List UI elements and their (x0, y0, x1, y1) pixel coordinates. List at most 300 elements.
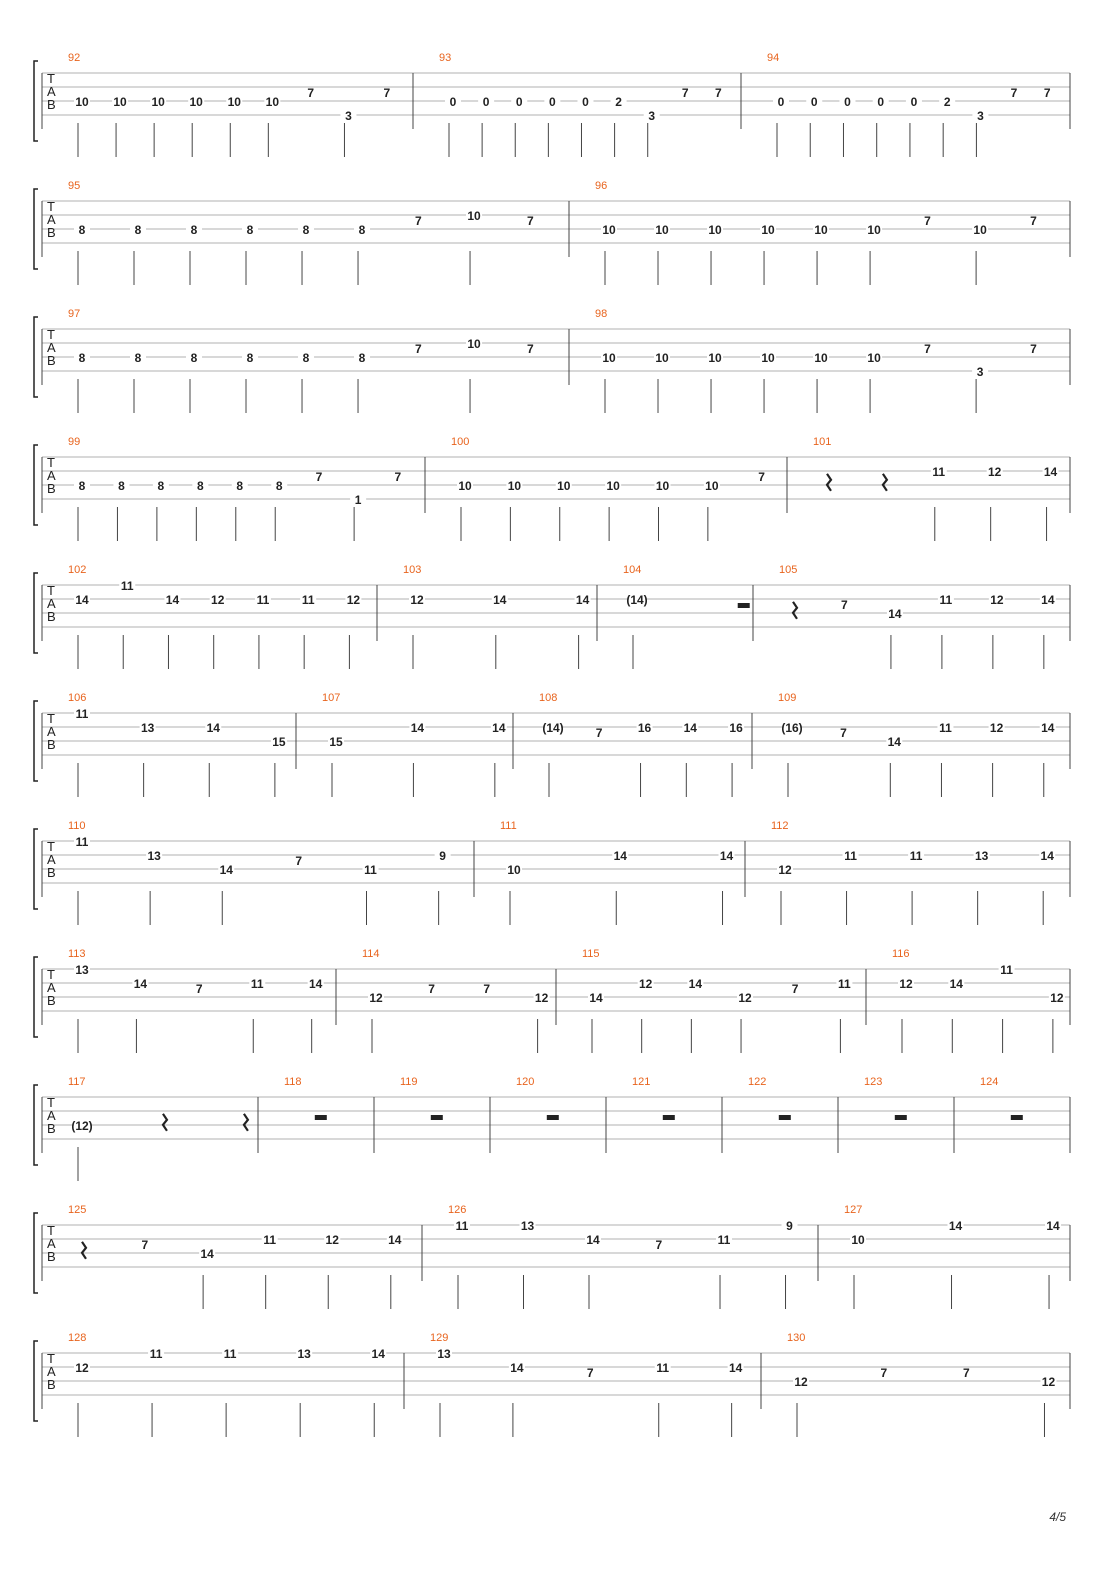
measure-number: 105 (779, 564, 798, 576)
fret-number: 3 (977, 109, 984, 123)
tab-note (146, 849, 162, 925)
tab-note (588, 991, 604, 1053)
tab-note (850, 1233, 866, 1309)
tab-note (906, 95, 922, 157)
tab-note (130, 223, 146, 285)
measure-number: 102 (68, 564, 87, 576)
fret-number: 8 (302, 351, 310, 365)
fret-number: 8 (134, 223, 142, 237)
measure (864, 1076, 907, 1120)
fret-number: 14 (206, 721, 220, 735)
tab-note (491, 721, 507, 797)
sixteenth-rest: 7 (962, 1366, 970, 1380)
tab-note (707, 351, 723, 413)
fret-number: 11 (1000, 963, 1013, 977)
tab-note (435, 849, 451, 925)
tab-note (509, 1361, 525, 1437)
tab-note (637, 721, 653, 797)
fret-number: 10 (113, 95, 127, 109)
measure (813, 436, 1059, 541)
fret-number: 10 (708, 351, 722, 365)
system-bracket (34, 189, 38, 269)
tab-note (520, 1219, 536, 1309)
measure (582, 948, 852, 1053)
fret-number: 14 (165, 593, 180, 607)
tab-note (74, 1361, 90, 1437)
fret-number: 8 (196, 479, 204, 493)
fret-number: 8 (78, 351, 86, 365)
eighth-rest: 7 (1010, 86, 1018, 100)
fret-number: 8 (236, 479, 244, 493)
fret-number: 14 (200, 1247, 214, 1261)
tab-clef-letter: B (47, 1249, 56, 1264)
fret-number: 12 (346, 593, 361, 607)
page-number: 4/5 (1049, 1510, 1066, 1524)
fret-number: 14 (613, 849, 627, 863)
tab-clef-letter: T (47, 967, 55, 982)
tab-note (218, 863, 234, 925)
fret-number: 10 (606, 479, 620, 493)
tab-note (511, 95, 527, 157)
tab-note (186, 223, 202, 285)
tab-note (898, 977, 914, 1053)
tab-clef-letter: T (47, 327, 55, 342)
tab-note (972, 109, 988, 157)
system-bracket (34, 317, 38, 397)
tab-note (148, 1347, 164, 1437)
tab-note (626, 593, 647, 669)
tab-system (34, 820, 1070, 925)
half-rest (663, 1115, 675, 1120)
tab-note (839, 95, 855, 157)
measure (362, 948, 550, 1053)
fret-number: 10 (602, 351, 616, 365)
eighth-rest: 7 (924, 214, 931, 228)
tab-clef-letter: B (47, 1377, 56, 1392)
tab-note (655, 1361, 671, 1437)
eighth-rest: 7 (383, 86, 391, 100)
measure-number: 98 (595, 308, 608, 320)
fret-number: 11 (838, 977, 851, 991)
measure (623, 564, 750, 669)
fret-number: 0 (810, 95, 818, 109)
tab-note (298, 351, 314, 413)
fret-number: 14 (1040, 849, 1054, 863)
measure (844, 1204, 1061, 1309)
fret-number: 0 (449, 95, 457, 109)
tab-clef-letter: B (47, 865, 56, 880)
tab-system (34, 1204, 1070, 1309)
tab-note (931, 465, 947, 541)
tab-clef-letter: A (47, 724, 56, 739)
eighth-rest: 7 (307, 86, 315, 100)
eighth-rest: 7 (840, 598, 848, 612)
tab-note (466, 337, 482, 413)
tab-note (1049, 991, 1065, 1053)
tab-clef-letter: T (47, 583, 55, 598)
measure (400, 1076, 443, 1120)
tab-clef-letter: A (47, 212, 56, 227)
fret-number: 13 (974, 849, 989, 863)
tab-clef-letter: B (47, 1121, 56, 1136)
measure-number: 109 (778, 692, 797, 704)
tab-note (1040, 721, 1056, 797)
tab-note (836, 977, 852, 1053)
fret-number: 14 (371, 1347, 385, 1361)
fret-number: 11 (909, 849, 923, 863)
tab-note (409, 721, 425, 797)
fret-number: 14 (888, 607, 902, 621)
sixteenth-rest: 7 (195, 982, 203, 996)
tab-note (74, 707, 90, 797)
fret-number: 10 (467, 337, 481, 351)
measure-number: 120 (516, 1076, 535, 1088)
fret-number: 10 (467, 209, 481, 223)
tab-note (199, 1247, 215, 1309)
fret-number: 10 (851, 1233, 865, 1247)
eighth-rest: 7 (527, 342, 534, 356)
tab-note (987, 465, 1003, 541)
eighth-rest: 7 (141, 1238, 149, 1252)
tab-note (130, 351, 146, 413)
fret-number: 10 (265, 95, 280, 109)
fret-number: 8 (246, 223, 254, 237)
fret-number: 11 (256, 593, 270, 607)
system-bracket (34, 957, 38, 1037)
measure (632, 1076, 675, 1120)
measure-number: 117 (68, 1076, 86, 1088)
fret-number: 10 (602, 223, 616, 237)
fret-number: 12 (1050, 991, 1064, 1005)
tab-note (74, 223, 90, 285)
tab-note (328, 735, 344, 797)
fret-number: 14 (492, 721, 506, 735)
tab-note (611, 95, 627, 157)
eighth-rest: 7 (1030, 214, 1037, 228)
fret-number: (14) (542, 721, 564, 735)
fret-number: 10 (655, 479, 670, 493)
fret-number: 8 (157, 479, 165, 493)
tab-system (34, 1332, 1070, 1437)
fret-number: 10 (814, 223, 828, 237)
tab-clef-letter: B (47, 225, 56, 240)
tab-note (654, 479, 670, 541)
measure-number: 123 (864, 1076, 883, 1088)
tab-clef-letter: T (47, 839, 55, 854)
measure (68, 948, 324, 1053)
tab-note (728, 721, 744, 797)
tab-note (363, 863, 379, 925)
tab-note (760, 351, 776, 413)
tab-clef-letter: B (47, 737, 56, 752)
measure-number: 97 (68, 308, 81, 320)
fret-number: 13 (140, 721, 155, 735)
tab-note (1045, 1219, 1061, 1309)
tab-note (1039, 849, 1055, 925)
system-bracket (34, 573, 38, 653)
fret-number: 12 (639, 977, 653, 991)
tab-note (806, 95, 822, 157)
tab-system (34, 52, 1070, 157)
fret-number: 12 (75, 1361, 89, 1375)
tab-note (454, 1219, 470, 1309)
eighth-rest: 7 (840, 726, 847, 740)
tab-note (556, 479, 572, 541)
tab-system (34, 1076, 1070, 1181)
measure (68, 1204, 403, 1309)
fret-number: (16) (781, 721, 803, 735)
eighth-rest: 7 (758, 470, 765, 484)
tab-note (112, 95, 128, 157)
system-bracket (34, 1341, 38, 1421)
tab-note (866, 351, 882, 413)
measure-number: 94 (767, 52, 780, 64)
measure (451, 436, 765, 541)
half-rest (547, 1115, 559, 1120)
tab-system (34, 692, 1070, 797)
eighth-rest: 7 (595, 726, 603, 740)
tab-note (368, 991, 384, 1053)
eighth-rest: 7 (880, 1366, 888, 1380)
tab-clef-letter: A (47, 84, 56, 99)
fret-number: 14 (493, 593, 507, 607)
measure-number: 113 (68, 948, 86, 960)
sixteenth-rest: 7 (791, 982, 799, 996)
fret-number: 10 (867, 351, 881, 365)
measure-number: 93 (439, 52, 452, 64)
measure (595, 180, 1037, 285)
fret-number: 8 (358, 223, 366, 237)
measure (787, 1332, 1056, 1437)
tab-clef-letter: A (47, 1364, 56, 1379)
fret-number: 10 (655, 223, 669, 237)
fret-number: 10 (507, 863, 521, 877)
eighth-rest: 7 (924, 342, 931, 356)
measure-number: 101 (813, 436, 832, 448)
eighth-rest: 7 (315, 470, 323, 484)
tab-note (793, 1375, 809, 1437)
measure-number: 96 (595, 180, 608, 192)
fret-number: 14 (510, 1361, 524, 1375)
tab-note (1040, 593, 1056, 669)
tab-note (948, 1219, 964, 1309)
fret-number: 12 (369, 991, 383, 1005)
measure-number: 103 (403, 564, 422, 576)
tab-clef-letter: A (47, 1108, 56, 1123)
tab-note (164, 593, 180, 669)
tab-note (387, 1233, 403, 1309)
fret-number: 15 (329, 735, 343, 749)
fret-number: 14 (683, 721, 697, 735)
fret-number: 10 (557, 479, 571, 493)
fret-number: 10 (507, 479, 522, 493)
fret-number: 8 (190, 223, 198, 237)
tab-note (153, 479, 169, 541)
tab-note (271, 735, 287, 797)
fret-number: 12 (410, 593, 424, 607)
tab-note (777, 863, 793, 925)
fret-number: 12 (211, 593, 225, 607)
fret-number: 15 (272, 735, 286, 749)
tab-note (544, 95, 560, 157)
tab-clef-letter: A (47, 596, 56, 611)
tab-note (843, 849, 859, 925)
measure-number: 125 (68, 1204, 87, 1216)
measure (68, 180, 534, 285)
tab-clef-letter: T (47, 71, 55, 86)
tab-note (119, 579, 135, 669)
tab-note (74, 593, 90, 669)
tab-system (34, 564, 1070, 669)
tab-note (210, 593, 226, 669)
fret-number: 12 (1041, 1375, 1056, 1389)
fret-number: 10 (227, 95, 241, 109)
fret-number: 12 (990, 593, 1004, 607)
tab-note (354, 223, 370, 285)
measure (68, 1332, 386, 1437)
tab-clef-letter: A (47, 852, 56, 867)
tab-note (728, 1361, 744, 1437)
tab-clef-letter: B (47, 609, 56, 624)
quarter-rest (82, 1242, 86, 1259)
tab-clef-letter: T (47, 1223, 55, 1238)
fret-number: 11 (301, 593, 315, 607)
fret-number: 11 (844, 849, 857, 863)
measure (516, 1076, 559, 1120)
fret-number: (12) (71, 1119, 93, 1133)
tab-note (298, 223, 314, 285)
fret-number: 8 (190, 351, 198, 365)
tab-note (873, 95, 889, 157)
eighth-rest: 7 (714, 86, 722, 100)
fret-number: 11 (75, 707, 89, 721)
measure-number: 111 (500, 820, 517, 832)
tab-note (644, 109, 660, 157)
measure (284, 1076, 327, 1120)
fret-number: 0 (844, 95, 851, 109)
tab-note (140, 721, 156, 797)
fret-number: 12 (534, 991, 549, 1005)
eighth-rest: 7 (394, 470, 402, 484)
fret-number: 10 (708, 223, 722, 237)
fret-number: 10 (814, 351, 828, 365)
sixteenth-rest: 7 (586, 1366, 594, 1380)
measure-number: 114 (362, 948, 380, 960)
system-bracket (34, 829, 38, 909)
measure-number: 119 (400, 1076, 418, 1088)
fret-number: 10 (75, 95, 89, 109)
fret-number: 14 (75, 593, 89, 607)
fret-number: 12 (778, 863, 792, 877)
tab-note (937, 721, 953, 797)
tab-note (74, 351, 90, 413)
tab-note (308, 977, 324, 1053)
fret-number: 14 (948, 1219, 963, 1233)
tab-note (188, 95, 204, 157)
tab-note (938, 593, 954, 669)
tab-note (887, 607, 903, 669)
eighth-rest: 7 (655, 1238, 663, 1252)
tab-clef-letter: T (47, 455, 55, 470)
tab-note (232, 479, 248, 541)
tab-note (972, 365, 988, 413)
fret-number: (14) (626, 593, 648, 607)
fret-number: 12 (325, 1233, 339, 1247)
tab-note (638, 977, 654, 1053)
tab-clef-letter: T (47, 1095, 55, 1110)
fret-number: 0 (482, 95, 490, 109)
fret-number: 12 (987, 465, 1002, 479)
tab-clef-letter: T (47, 199, 55, 214)
tab-note (205, 721, 221, 797)
fret-number: 14 (949, 977, 963, 991)
measure (68, 52, 391, 157)
fret-number: 14 (589, 991, 603, 1005)
measure-number: 126 (448, 1204, 467, 1216)
measure-number: 124 (980, 1076, 999, 1088)
tab-note (192, 479, 208, 541)
measure-number: 92 (68, 52, 81, 64)
tab-note (340, 109, 356, 157)
sixteenth-rest: 7 (483, 982, 491, 996)
fret-number: 14 (1041, 721, 1055, 735)
tab-clef-letter: B (47, 993, 56, 1008)
tab-clef-letter: B (47, 353, 56, 368)
tab-note (113, 479, 129, 541)
measure (778, 692, 1056, 797)
system-bracket (34, 61, 38, 141)
fret-number: 14 (575, 593, 590, 607)
tab-note (534, 991, 550, 1053)
tab-note (999, 963, 1015, 1053)
tab-note (813, 351, 829, 413)
system-bracket (34, 1213, 38, 1293)
tab-clef-letter: T (47, 1351, 55, 1366)
half-rest (738, 603, 750, 608)
tab-note (324, 1233, 340, 1309)
quarter-rest (244, 1114, 248, 1131)
tab-note (542, 721, 563, 797)
fret-number: 13 (520, 1219, 535, 1233)
measure-number: 100 (451, 436, 470, 448)
fret-number: 3 (648, 109, 656, 123)
tab-note (242, 223, 258, 285)
tab-note (866, 223, 882, 285)
eighth-rest: 7 (1043, 86, 1051, 100)
fret-number: 14 (1043, 465, 1058, 479)
fret-number: 14 (1046, 1219, 1060, 1233)
fret-number: 11 (939, 721, 952, 735)
tab-note (436, 1347, 452, 1437)
measure-number: 121 (632, 1076, 651, 1088)
measure-number: 106 (68, 692, 87, 704)
tab-note (760, 223, 776, 285)
tab-note (226, 95, 242, 157)
tab-note (492, 593, 508, 669)
fret-number: 8 (358, 351, 366, 365)
measure-number: 112 (771, 820, 789, 832)
fret-number: 9 (439, 849, 446, 863)
tab-note (601, 351, 617, 413)
tab-system (34, 308, 1070, 413)
tab-note (345, 593, 361, 669)
tab-note (687, 977, 703, 1053)
tab-note (716, 1233, 732, 1309)
fret-number: 10 (867, 223, 881, 237)
fret-number: 10 (705, 479, 719, 493)
tab-note (585, 1233, 601, 1309)
measure (439, 52, 722, 157)
